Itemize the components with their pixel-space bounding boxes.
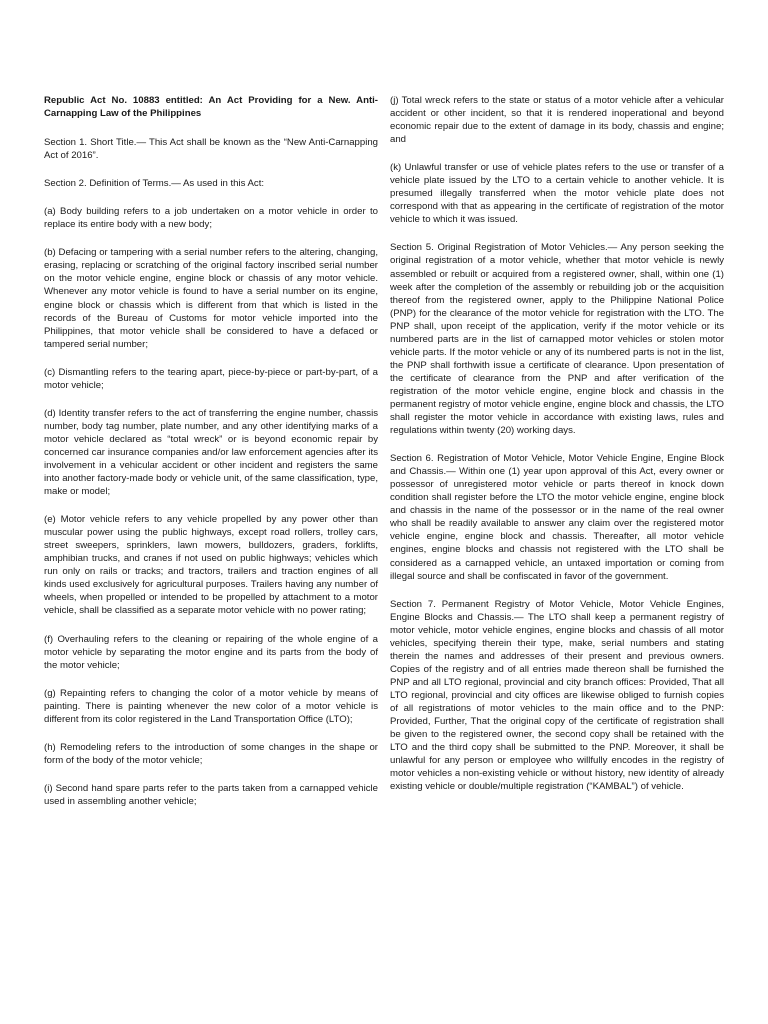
left-column xyxy=(44,94,378,994)
definition-h-remodeling: (h) Remodeling refers to the introduction of some changes in the shape or form of the body of the motor vehicle; xyxy=(44,741,378,766)
definition-a-body-building: (a) Body building refers to a job undertaken on a motor vehicle in order to replace its entire body with a new body; xyxy=(44,206,378,231)
definition-d-identity-transfer: (d) Identity transfer refers to the act of transferring the engine number, chassis number, body tag number, plate number, and any other identifying marks of a motor vehicle declared as “total wreck” or is beyond economic repair by concerned car insurance companies and/or law enforcement agencies after its involvement in a vehicular accident or other incident and registers the same into another factory-made body or vehicle unit, of the same classification, type, make or model; xyxy=(44,407,378,498)
section-7-permanent-registry: Section 7. Permanent Registry of Motor Vehicle, Motor Vehicle Engines, Engine Blocks and Chassis.— The LTO shall keep a permanent registry of motor vehicle, motor vehicle engines, engine blocks and chassis of all motor vehicles, specifying therein their type, make, serial numbers and stating therein the names and addresses of their present and previous owners. Copies of the registry and of all entries made thereon shall be furnished the PNP and all LTO regional, provincial and city branch offices: Provided, That all LTO regional, provincial and city offices are likewise obliged to furnish copies of all registrations of motor vehicles to the main office and to the PNP: Provided, Further, That the original copy of the certificate of registration shall be given to the registered owner, the second copy shall be retained with the LTO and the third copy shall be submitted to the PNP. Moreover, it shall be unlawful for any person or employee who willfully encodes in the registry of motor vehicles a non-existing vehicle or without history, new identity of already existing vehicle or double/multiple registration (“KAMBAL”) of vehicle. xyxy=(390,598,724,793)
document-title: Republic Act No. 10883 entitled: An Act Providing for a New. Anti-Carnapping Law of the Philippines xyxy=(44,95,378,120)
right-column xyxy=(390,94,724,994)
definition-g-repainting: (g) Repainting refers to changing the color of a motor vehicle by means of painting. There is painting whenever the new color of a motor vehicle is different from its color registered in the Land Transportation Office (LTO); xyxy=(44,687,378,725)
definition-j-total-wreck: (j) Total wreck refers to the state or status of a motor vehicle after a vehicular accident or other incident, so that it is rendered inoperational and beyond economic repair due to the extent of damage in its body, chassis and engine; and xyxy=(390,95,724,146)
definition-c-dismantling: (c) Dismantling refers to the tearing apart, piece-by-piece or part-by-part, of a motor vehicle; xyxy=(44,366,378,391)
section-2-definitions-heading: Section 2. Definition of Terms.— As used in this Act: xyxy=(44,178,265,190)
definition-k-unlawful-plate-transfer: (k) Unlawful transfer or use of vehicle plates refers to the use or transfer of a vehicle plate issued by the LTO to a certain vehicle to another vehicle. It is presumed illegally transferred when the motor vehicle plate does not correspond with that as appearing in the certificate of registration of the motor vehicle to which it was issued. xyxy=(390,162,724,226)
definition-b-defacing: (b) Defacing or tampering with a serial number refers to the altering, changing, erasing, replacing or scratching of the original factory inscribed serial number on the motor vehicle engine, engine block or chassis of any motor vehicle. Whenever any motor vehicle is found to have a serial number on its engine, engine block or chassis which is different from that which is listed in the records of the Bureau of Customs for motor vehicle imported into the Philippines, that motor vehicle shall be considered to have a defaced or tampered serial number; xyxy=(44,247,378,350)
section-1-short-title: Section 1. Short Title.— This Act shall be known as the “New Anti-Carnapping Act of 2016”. xyxy=(44,137,378,162)
definition-e-motor-vehicle: (e) Motor vehicle refers to any vehicle propelled by any power other than muscular power using the public highways, except road rollers, trolley cars, street sweepers, sprinklers, lawn mowers, bulldozers, graders, forklifts, amphibian trucks, and cranes if not used on public highways; vehicles which run only on rails or tracks; and tractors, trailers and traction engines of all kinds used exclusively for agricultural purposes. Trailers having any number of wheels, when propelled or intended to be propelled by attachment to a motor vehicle, shall be classified as a separate motor vehicle with no power rating; xyxy=(44,514,378,617)
section-5-original-registration: Section 5. Original Registration of Motor Vehicles.— Any person seeking the original registration of a motor vehicle, whether that motor vehicle is newly assembled or rebuilt or acquired from a registered owner, shall, within one (1) week after the completion of the assembly or rebuilding job or the acquisition thereof from the registered owner, apply to the Philippine National Police (PNP) for the clearance of the motor vehicle for registration with the LTO. The PNP shall, upon receipt of the application, verify if the motor vehicle or its numbered parts are in the list of carnapped motor vehicles or stolen motor vehicle parts. If the motor vehicle or any of its numbered parts is not in the list, the PNP shall forthwith issue a certificate of clearance. Upon presentation of the certificate of clearance from the PNP and after verification of the registration of the motor vehicle engine, engine block and chassis in the permanent registry of motor vehicle engine, engine block and chassis, the LTO shall register the motor vehicle in accordance with existing laws, rules and regulations within twenty (20) working days. xyxy=(390,242,724,437)
definition-i-second-hand-parts: (i) Second hand spare parts refer to the parts taken from a carnapped vehicle used in assembling another vehicle; xyxy=(44,782,378,807)
section-6-registration: Section 6. Registration of Motor Vehicle, Motor Vehicle Engine, Engine Block and Chassis.— Within one (1) year upon approval of this Act, every owner or possessor of unregistered motor vehicle or parts thereof in knock down condition shall register before the LTO the motor vehicle engine, engine block and chassis in the name of the possessor or in the name of the real owner who shall be readily available to answer any claim over the registered motor vehicle engine, engine block and chassis. Thereafter, all motor vehicle engines, engine blocks and chassis not registered with the LTO shall be considered as a carnapped vehicle, an untaxed importation or coming from illegal source and shall be confiscated in favor of the government. xyxy=(390,453,724,582)
document-page xyxy=(44,94,724,994)
definition-f-overhauling: (f) Overhauling refers to the cleaning or repairing of the whole engine of a motor vehicle by separating the motor engine and its parts from the body of the motor vehicle; xyxy=(44,633,378,671)
